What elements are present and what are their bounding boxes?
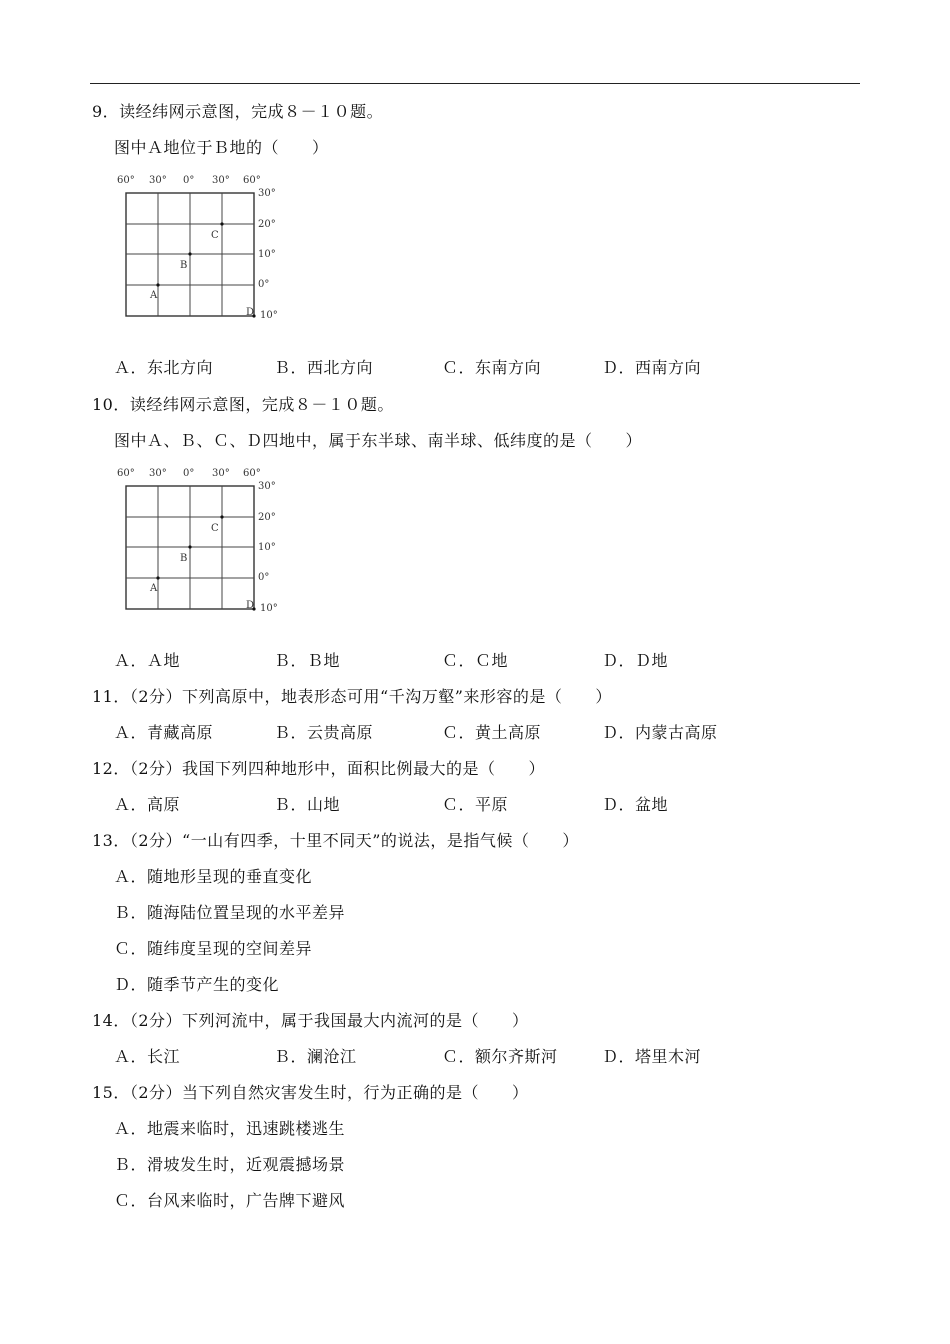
q12-option-a: Ａ．高原	[114, 795, 181, 814]
q9-stem: 9．读经纬网示意图，完成８－１０题。	[92, 102, 384, 121]
lon-label: 30°	[212, 175, 230, 186]
lat-label: 0°	[258, 279, 270, 290]
q14-stem: 14．（2分）下列河流中，属于我国最大内流河的是（ ）	[92, 1011, 529, 1030]
lat-label: 0°	[258, 572, 270, 583]
lat-long-grid	[112, 461, 302, 621]
lon-label: 60°	[117, 468, 135, 479]
lat-long-grid	[112, 168, 302, 328]
point-label-d: D	[246, 307, 255, 318]
point-label-b: B	[180, 553, 188, 564]
lon-label: 0°	[183, 175, 195, 186]
lat-label: 20°	[258, 512, 276, 523]
point-label-b: B	[180, 260, 188, 271]
q11-option-c: Ｃ．黄土高原	[442, 723, 542, 742]
q14-option-b: Ｂ．澜沧江	[274, 1047, 357, 1066]
point-a-dot	[156, 576, 159, 579]
lat-label: 30°	[258, 188, 276, 199]
q15-option-c: Ｃ．台风来临时，广告牌下避风	[114, 1191, 346, 1210]
q15-option-b: Ｂ．滑坡发生时，近观震撼场景	[114, 1155, 346, 1174]
q10-option-a: Ａ．Ａ地	[114, 651, 181, 670]
q9-option-a: Ａ．东北方向	[114, 358, 214, 377]
point-label-a: A	[150, 583, 158, 594]
lat-label: 10°	[258, 542, 276, 553]
q14-option-d: Ｄ．塔里木河	[602, 1047, 702, 1066]
lon-label: 30°	[149, 175, 167, 186]
lat-label: 20°	[258, 219, 276, 230]
q10-stem: 10．读经纬网示意图，完成８－１０题。	[92, 395, 394, 414]
lon-label: 30°	[212, 468, 230, 479]
q12-option-c: Ｃ．平原	[442, 795, 509, 814]
q13-option-b: Ｂ．随海陆位置呈现的水平差异	[114, 903, 346, 922]
point-label-c: C	[211, 523, 219, 534]
lat-label: 10°	[260, 310, 278, 321]
top-rule	[90, 83, 860, 84]
lat-label: 30°	[258, 481, 276, 492]
q10-option-d: Ｄ．Ｄ地	[602, 651, 669, 670]
q15-stem: 15．（2分）当下列自然灾害发生时，行为正确的是（ ）	[92, 1083, 529, 1102]
q12-option-b: Ｂ．山地	[274, 795, 341, 814]
q12-stem: 12．（2分）我国下列四种地形中，面积比例最大的是（ ）	[92, 759, 546, 778]
q11-stem: 11．（2分）下列高原中，地表形态可用“千沟万壑”来形容的是（ ）	[92, 687, 612, 706]
q13-option-c: Ｃ．随纬度呈现的空间差异	[114, 939, 313, 958]
q10-option-c: Ｃ．Ｃ地	[442, 651, 509, 670]
q9-option-b: Ｂ．西北方向	[274, 358, 374, 377]
q9-option-c: Ｃ．东南方向	[442, 358, 542, 377]
lon-label: 0°	[183, 468, 195, 479]
point-c-dot	[220, 222, 223, 225]
q14-option-c: Ｃ．额尔齐斯河	[442, 1047, 558, 1066]
lat-label: 10°	[260, 603, 278, 614]
q11-option-b: Ｂ．云贵高原	[274, 723, 374, 742]
q11-option-a: Ａ．青藏高原	[114, 723, 214, 742]
point-label-d: D	[246, 600, 255, 611]
q9-subquestion: 图中Ａ地位于Ｂ地的（ ）	[114, 138, 329, 157]
q13-option-d: Ｄ．随季节产生的变化	[114, 975, 280, 994]
q13-option-a: Ａ．随地形呈现的垂直变化	[114, 867, 313, 886]
q12-option-d: Ｄ．盆地	[602, 795, 669, 814]
q9-lat-long-grid-figure	[112, 168, 302, 332]
q13-stem: 13．（2分）“一山有四季，十里不同天”的说法，是指气候（ ）	[92, 831, 579, 850]
point-b-dot	[188, 545, 191, 548]
lon-label: 60°	[117, 175, 135, 186]
point-b-dot	[188, 252, 191, 255]
lon-label: 30°	[149, 468, 167, 479]
q15-option-a: Ａ．地震来临时，迅速跳楼逃生	[114, 1119, 346, 1138]
lon-label: 60°	[243, 175, 261, 186]
q10-option-b: Ｂ．Ｂ地	[274, 651, 341, 670]
point-a-dot	[156, 283, 159, 286]
q10-subquestion: 图中Ａ、Ｂ、Ｃ、Ｄ四地中，属于东半球、南半球、低纬度的是（ ）	[114, 431, 643, 450]
q11-option-d: Ｄ．内蒙古高原	[602, 723, 718, 742]
q14-option-a: Ａ．长江	[114, 1047, 181, 1066]
point-label-a: A	[150, 290, 158, 301]
lat-label: 10°	[258, 249, 276, 260]
q9-option-d: Ｄ．西南方向	[602, 358, 702, 377]
lon-label: 60°	[243, 468, 261, 479]
q10-lat-long-grid-figure	[112, 461, 302, 625]
point-c-dot	[220, 515, 223, 518]
point-label-c: C	[211, 230, 219, 241]
